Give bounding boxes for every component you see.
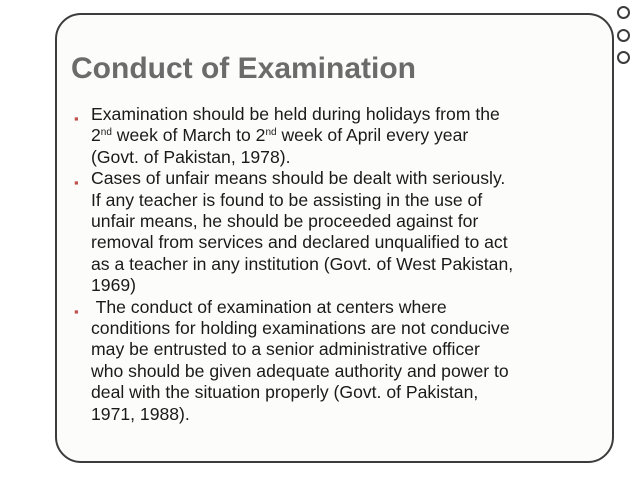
slide-title: Conduct of Examination — [71, 52, 416, 85]
bullet-square-icon: ▪ — [74, 111, 79, 126]
text-run: 1971, 1988). — [91, 403, 190, 424]
text-run: 2 — [91, 125, 101, 146]
text-run: If any teacher is found to be assisting in the use of — [91, 189, 483, 210]
text-run: week of March to 2 — [111, 125, 266, 146]
superscript: nd — [265, 127, 277, 139]
bullet-line — [91, 318, 602, 339]
bullet-square-icon: ▪ — [74, 303, 79, 319]
text-run: conditions for holding examinations are not conducive — [91, 318, 510, 339]
text-run: The conduct of examination at centers where — [91, 296, 447, 317]
bullet-line — [91, 104, 602, 125]
superscript: nd — [100, 127, 112, 139]
bullet-list — [72, 104, 602, 425]
bullet-line — [91, 147, 602, 168]
text-run: 1969) — [91, 275, 136, 296]
bullet-line — [91, 168, 602, 189]
bullet-line — [91, 297, 602, 318]
text-run: as a teacher in any institution (Govt. of West Pakistan, — [91, 253, 514, 274]
bullet-item — [72, 297, 602, 425]
text-run: unfair means, he should be proceeded against for — [91, 211, 479, 232]
decorative-circle — [617, 6, 630, 19]
text-run: week of April every year — [276, 125, 469, 146]
text-run: removal from services and declared unqualified to act — [91, 232, 508, 253]
text-run: who should be given adequate authority and power to — [91, 360, 509, 381]
bullet-line — [91, 382, 602, 403]
bullet-square-icon: ▪ — [74, 175, 79, 191]
text-run: Cases of unfair means should be dealt with seriously. — [91, 168, 506, 189]
bullet-line — [91, 339, 602, 360]
decorative-circle — [617, 29, 630, 42]
text-run: Examination should be held during holidays from the — [91, 104, 500, 124]
bullet-line — [91, 275, 602, 296]
text-run: deal with the situation properly (Govt. of Pakistan, — [91, 382, 479, 403]
decorative-circle — [617, 51, 630, 64]
bullet-line — [91, 404, 602, 425]
bullet-item — [72, 104, 602, 168]
bullet-item — [72, 168, 602, 296]
bullet-line — [91, 361, 602, 382]
bullet-line — [91, 232, 602, 253]
text-run: may be entrusted to a senior administrative officer — [91, 339, 480, 360]
text-run: (Govt. of Pakistan, 1978). — [91, 146, 291, 167]
bullet-line — [91, 190, 602, 211]
bullet-line — [91, 211, 602, 232]
bullet-line — [91, 254, 602, 275]
bullet-line — [91, 125, 602, 146]
